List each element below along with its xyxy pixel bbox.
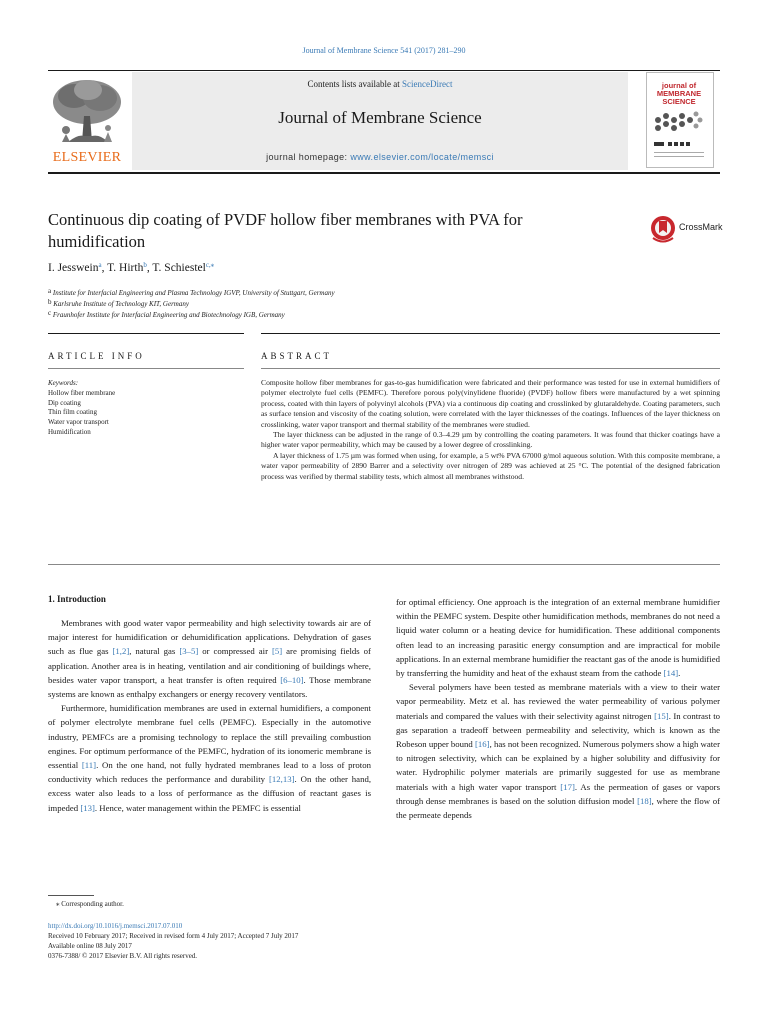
cover-title <box>646 82 712 106</box>
body-text: , has not been recognized. Numerous polymers show a high water to nitrogen selectivity, which can be explained by a higher solubility and diffusivity for water. Hydrophilic polymer materials are primarily suggested for use as membrane materials with a high water vapor transport <box>396 739 720 792</box>
author-affiliation-mark[interactable]: b <box>143 261 147 269</box>
reference-link[interactable]: [16] <box>475 739 490 750</box>
body-column-left <box>48 616 371 815</box>
section-heading-introduction: 1. Introduction <box>48 594 106 604</box>
copyright-line: 0376-7388/ © 2017 Elsevier B.V. All rights reserved. <box>48 952 198 960</box>
author-separator: , <box>146 262 153 274</box>
author-affiliation-mark[interactable]: c,⁎ <box>205 261 215 269</box>
keywords-block <box>48 379 115 438</box>
reference-link[interactable]: [14] <box>663 668 679 679</box>
elsevier-wordmark: ELSEVIER <box>52 150 122 165</box>
article-info-sub-rule <box>48 368 244 369</box>
crossmark-label[interactable]: CrossMark <box>679 222 723 232</box>
body-paragraph <box>48 616 371 701</box>
body-text: . <box>678 668 681 679</box>
author-list <box>48 262 214 274</box>
contents-line <box>132 79 628 89</box>
cover-title-line: MEMBRANE <box>656 89 702 98</box>
reference-link[interactable]: [5] <box>271 646 283 657</box>
body-text: , natural gas <box>129 646 180 657</box>
abstract-top-rule <box>261 333 720 334</box>
crossmark-icon[interactable] <box>650 214 676 244</box>
available-online: Available online 08 July 2017 <box>48 942 132 950</box>
author-name: T. Hirth <box>107 262 144 274</box>
journal-citation[interactable]: Journal of Membrane Science 541 (2017) 281–290 <box>302 46 466 55</box>
affiliation <box>48 289 335 297</box>
cover-title-line: SCIENCE <box>662 97 696 106</box>
journal-title: Journal of Membrane Science <box>278 108 482 127</box>
affiliation-mark: c <box>48 309 52 317</box>
affiliation <box>48 311 285 319</box>
body-text: or compressed air <box>198 646 272 657</box>
doi-link[interactable]: http://dx.doi.org/10.1016/j.memsci.2017.07.010 <box>48 922 183 930</box>
homepage-prefix: journal homepage: <box>266 152 351 162</box>
body-text: , where the flow of the permeate depends <box>396 795 720 821</box>
corresponding-author-note: ⁎ Corresponding author. <box>56 900 124 908</box>
affiliation-mark: b <box>48 298 52 306</box>
keyword: Thin film coating <box>48 408 97 417</box>
abstract-sub-rule <box>261 368 720 369</box>
homepage-link[interactable]: www.elsevier.com/locate/memsci <box>350 152 494 162</box>
sciencedirect-link[interactable]: ScienceDirect <box>402 79 453 89</box>
body-text: are promising fields of application. Another area is in heating, ventilation and air conditioning of buildings where, besides water vapor transport, a heat transfer is often required <box>48 646 371 685</box>
journal-homepage <box>132 152 628 162</box>
body-paragraph <box>396 595 720 680</box>
article-title-line: humidification <box>48 232 146 251</box>
body-text: . In contrast to gas separation a tradeoff between permeability and selectivity, which is known as the Robeson upper bound <box>396 710 720 750</box>
author-name: T. Schiestel <box>152 262 206 274</box>
received-dates: Received 10 February 2017; Received in revised form 4 July 2017; Accepted 7 July 2017 <box>48 932 299 940</box>
body-text: for optimal efficiency. One approach is the integration of an external membrane humidifier within the PEMFC system. Despite other humidification methods, membranes do not need a liquid water column or a heating device for humidification. These additional components often lead to an increasing parasitic energy consumption and are impractical for mobile applications. In an external membrane humidifier the reactant gas of the anode is humidified by transferring the humidity and heat of the exhaust steam from the cathode <box>396 597 720 679</box>
abstract-text <box>261 378 720 482</box>
author-separator: , <box>101 262 108 274</box>
body-column-right <box>396 595 720 822</box>
contents-prefix: Contents lists available at <box>307 79 402 89</box>
reference-link[interactable]: [13] <box>80 802 95 813</box>
body-text: Furthermore, humidification membranes are used in external humidifiers, a component of polymer electrolyte membrane fuel cells (PEMFC). Especially in the automotive industry, PEMFCs are a promising technology to replace the still prevailing combustion engines. For optimum performance of the PEMFC, hydration of its ionomeric membrane is essential <box>48 703 371 771</box>
body-text: Membranes with good water vapor permeability and high selectivity towards air are of major interest for humidification or dehumidification applications. Dehydration of gases such as flue gas <box>48 618 371 657</box>
article-title <box>48 209 608 253</box>
abstract-paragraph: The layer thickness can be adjusted in the range of 0.3–4.29 µm by controlling the coating parameters. It was found that thicker coatings have a higher water vapor permeability, which may be caused by a lower degree of crosslinking. <box>261 430 720 450</box>
keywords-label: Keywords: <box>48 379 79 387</box>
reference-link[interactable]: [18] <box>637 795 652 806</box>
abstract-paragraph: A layer thickness of 1.75 µm was formed when using, for example, a 5 wt% PVA 67000 g/mol aqueous solution. With this composite membrane, a water vapor permeability of 2890 Barrer and a selectivity over nitrogen of 289 was achieved at 25 °C. The potential of the designed fabrication process was verified by thermal stability tests, which almost all membranes withstood. <box>261 450 720 481</box>
keyword: Humidification <box>48 427 91 436</box>
body-text: Several polymers have been tested as membrane materials with a view to their water vapor permeability. Metz et al. has reviewed the water permeability of various polymer materials and compared the values with their selectivity against nitrogen <box>396 682 720 721</box>
article-title-line: Continuous dip coating of PVDF hollow fiber membranes with PVA for <box>48 210 523 229</box>
keyword: Hollow fiber membrane <box>48 388 116 397</box>
cover-graphic <box>650 108 708 162</box>
body-text: . Hence, water management within the PEMFC is essential <box>94 802 301 813</box>
footer-info <box>48 921 298 961</box>
article-info-top-rule <box>48 333 244 334</box>
elsevier-tree-logo <box>48 76 126 148</box>
reference-link[interactable]: [1,2] <box>112 646 130 657</box>
abstract-heading: ABSTRACT <box>261 351 333 361</box>
article-info-heading: ARTICLE INFO <box>48 351 145 361</box>
affiliation <box>48 300 189 308</box>
body-paragraph <box>48 701 371 815</box>
header-top-rule <box>48 70 720 71</box>
affiliation-mark: a <box>48 287 52 295</box>
abstract-bottom-rule <box>48 564 720 565</box>
affiliation-text: Institute for Interfacial Engineering and Plasma Technology IGVP, University of Stuttgart, Germany <box>52 289 335 297</box>
reference-link[interactable]: [6–10] <box>280 674 304 685</box>
affiliation-text: Fraunhofer Institute for Interfacial Engineering and Biotechnology IGB, Germany <box>52 311 285 319</box>
reference-link[interactable]: [11] <box>81 760 97 771</box>
body-text: . Those membrane systems are known as enthalpy exchangers or energy recovery ventilators. <box>48 674 372 700</box>
author-name: I. Jesswein <box>48 262 99 274</box>
cover-title-line: journal of <box>661 81 697 90</box>
keyword: Water vapor transport <box>48 418 109 427</box>
footnote-rule <box>48 895 94 896</box>
reference-link[interactable]: [3–5] <box>179 646 199 657</box>
affiliation-text: Karlsruhe Institute of Technology KIT, Germany <box>53 300 189 308</box>
author-affiliation-mark[interactable]: a <box>98 261 102 269</box>
reference-link[interactable]: [12,13] <box>268 774 295 785</box>
body-paragraph <box>396 680 720 822</box>
body-text: . As the permeation of gases or vapors through dense membranes is based on the solution diffusion model <box>396 781 720 806</box>
body-text: . On the one hand, not fully hydrated membranes lead to a loss of proton conductivity which reduces the performance and durability <box>48 760 371 785</box>
reference-link[interactable]: [17] <box>560 781 575 792</box>
header-bottom-rule <box>48 172 720 174</box>
abstract-paragraph: Composite hollow fiber membranes for gas-to-gas humidification were fabricated and their performance was tested for use in external humidifiers of polymer electrolyte fuel cells (PEMFC). Therefore porous poly(vinylidene fluoride) (PVDF) hollow fibers were manufactured by a wet spinning process, coated with thin layers of polyvinyl alcohols (PVA) via a continuous dip coating and crosslinked by glutaraldehyde. Coating parameters, such as surface tension and viscosity of the coating solution, were correlated with the layer thicknesses of the coatings. Influences of the layer thickness on crosslinking, water vapor transport and thermal stability of the membranes were studied. <box>261 378 720 429</box>
keyword: Dip coating <box>48 398 81 407</box>
reference-link[interactable]: [15] <box>654 710 669 721</box>
body-text: . On the other hand, excess water also leads to a loss of performance as the diffusion of reactant gases is impeded <box>48 774 372 813</box>
